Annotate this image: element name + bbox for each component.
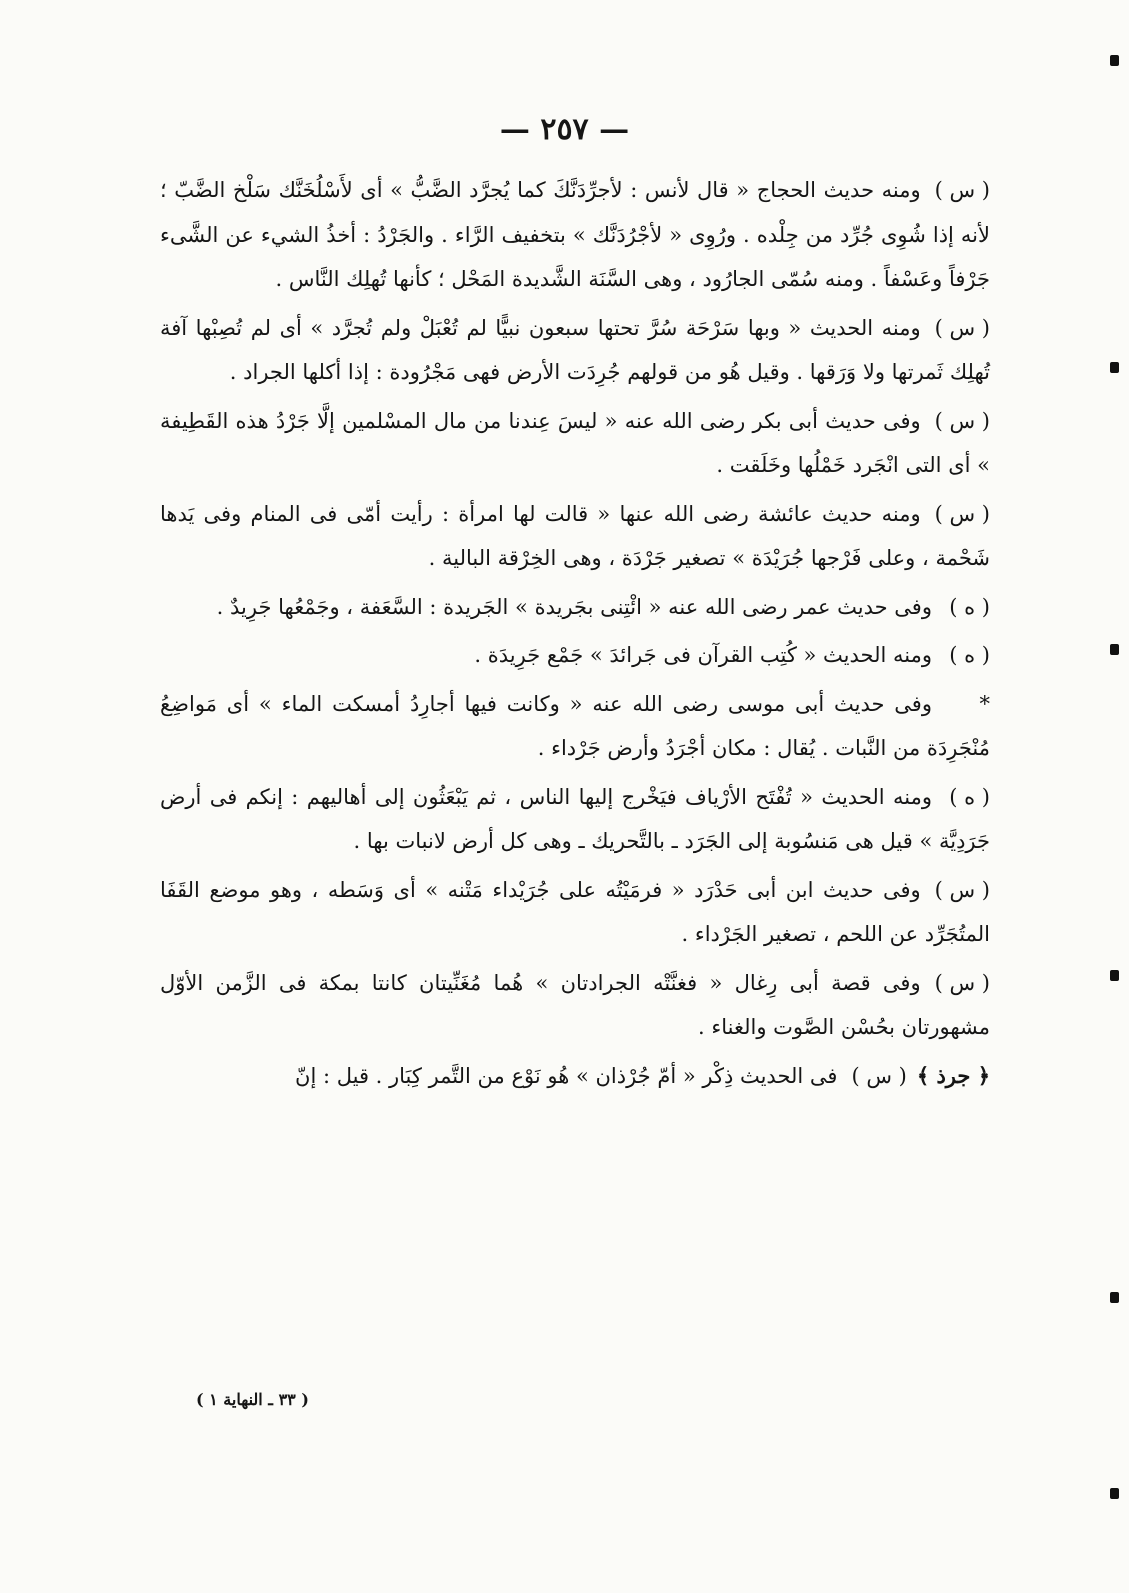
entry — [160, 633, 990, 678]
margin-mark — [1110, 970, 1119, 981]
entry-marker: ( س ) — [934, 315, 990, 340]
entry — [160, 682, 990, 771]
entry-heading-jurdh — [160, 1054, 990, 1099]
entry-text: فى الحديث ذِكْر « أمّ جُرْذان » هُو نَوْع من التَّمر كِبَار . قيل : إنّ — [295, 1063, 838, 1088]
entry-marker: ( س ) — [934, 970, 990, 995]
page-number: — ٢٥٧ — — [499, 112, 630, 147]
entry-marker: ( ه ) — [949, 784, 990, 809]
entry-text: وفى قصة أبى رِغال « فغنَّتْه الجرادتان » هُما مُغَنِّيتان كانتا بمكة فى الزَّمن الأوّل مشهورتان بحُسْن الصَّوت والغناء . — [160, 970, 990, 1039]
entry-text: وفى حديث ابن أبى حَدْرَد « فرمَيْتُه على جُرَيْداء مَتْنه » أى وَسَطه ، وهو موضع القَفَا المتُجَرِّد عن اللحم ، تصغير الجَرْداء . — [160, 877, 990, 946]
entry-marker: ( ه ) — [949, 594, 990, 619]
entry-text: ومنه الحديث « كُتِب القرآن فى جَرائدَ » جَمْع جَرِيدَة . — [474, 643, 932, 667]
entry — [160, 775, 990, 864]
entry — [160, 585, 990, 630]
entry-marker: ( س ) — [851, 1063, 907, 1088]
entry-marker: ( ه ) — [949, 643, 990, 667]
entry — [160, 868, 990, 957]
entry — [160, 492, 990, 581]
entry — [160, 168, 990, 302]
entry-marker: * — [979, 691, 990, 716]
page-body — [160, 168, 990, 1102]
margin-mark — [1110, 1292, 1119, 1303]
entry-text: ومنه حديث عائشة رضى الله عنها « قالت لها امرأة : رأيت أمّى فى المنام وفى يَدها شَحْمة ، وعلى فَرْجها جُرَيْدَة » تصغير جَرْدَة ، وهى الخِرْقة البالية . — [160, 501, 990, 570]
entry-marker: ( س ) — [934, 501, 990, 526]
entry-marker: ( س ) — [934, 178, 990, 202]
entry-text: ومنه حديث الحجاج « قال لأنس : لأجرِّدَنَّكَ كما يُجرَّد الضَّبُّ » أى لأَسْلُخَنَّك سَلْخ الضَّبّ ؛ لأنه إذا شُوِى جُرِّد من جِلْده . ورُوِى « لأجْرُدَنَّك » بتخفيف الرَّاء . والجَرْدُ : أخذُ الشيء عن الشَّىء جَرْفاً وعَسْفاً . ومنه سُمّى الجارُود ، وهى السَّنَة الشَّديدة المَحْل ؛ كأنها تُهلِك النَّاس . — [160, 178, 990, 291]
entry-text: ومنه الحديث « وبها سَرْحَة سُرَّ تحتها سبعون نبيًّا لم تُعْبَلْ ولم تُجرَّد » أى لم تُصِبْها آفة تُهلِك ثَمرتها ولا وَرَقها . وقيل هُو من قولهم جُرِدَت الأرض فهى مَجْرُودة : إذا أكلها الجراد . — [160, 315, 990, 384]
margin-mark — [1110, 644, 1119, 655]
entry-text: وفى حديث أبى بكر رضى الله عنه « ليسَ عِندنا من مال المسْلمين إلَّا جَرْدُ هذه القَطِيفة » أى التى انْجَرد خَمْلُها وخَلَقت . — [160, 408, 990, 477]
entry — [160, 399, 990, 488]
entry-marker: ( س ) — [934, 408, 990, 433]
margin-mark — [1110, 1488, 1119, 1499]
entry-marker: ( س ) — [934, 877, 990, 902]
margin-mark — [1110, 55, 1119, 66]
margin-mark — [1110, 362, 1119, 373]
entry-headword: ﴿ جرذ ﴾ — [916, 1062, 990, 1088]
entry-text: وفى حديث عمر رضى الله عنه « ائْتِنى بجَريدة » الجَريدة : السَّعَفة ، وجَمْعُها جَرِيدٌ . — [216, 594, 932, 619]
entry-text: ومنه الحديث « تُفْتَح الأرْياف فيَخْرج إليها الناس ، ثم يَبْعَثُون إلى أهاليهم : إنكم فى أرض جَرَدِيَّة » قيل هى مَنسُوبة إلى الجَرَد ـ بالتَّحريك ـ وهى كل أرض لانبات بها . — [160, 784, 990, 853]
footer-signature: ( ٣٣ ـ النهاية ١ ) — [196, 1390, 309, 1409]
entry-text: وفى حديث أبى موسى رضى الله عنه « وكانت فيها أجارِدُ أمسكت الماء » أى مَواضِعُ مُنْجَرِدَة من النَّبات . يُقال : مكان أجْرَدُ وأرض جَرْداء . — [160, 691, 990, 760]
entry — [160, 961, 990, 1050]
entry — [160, 306, 990, 395]
